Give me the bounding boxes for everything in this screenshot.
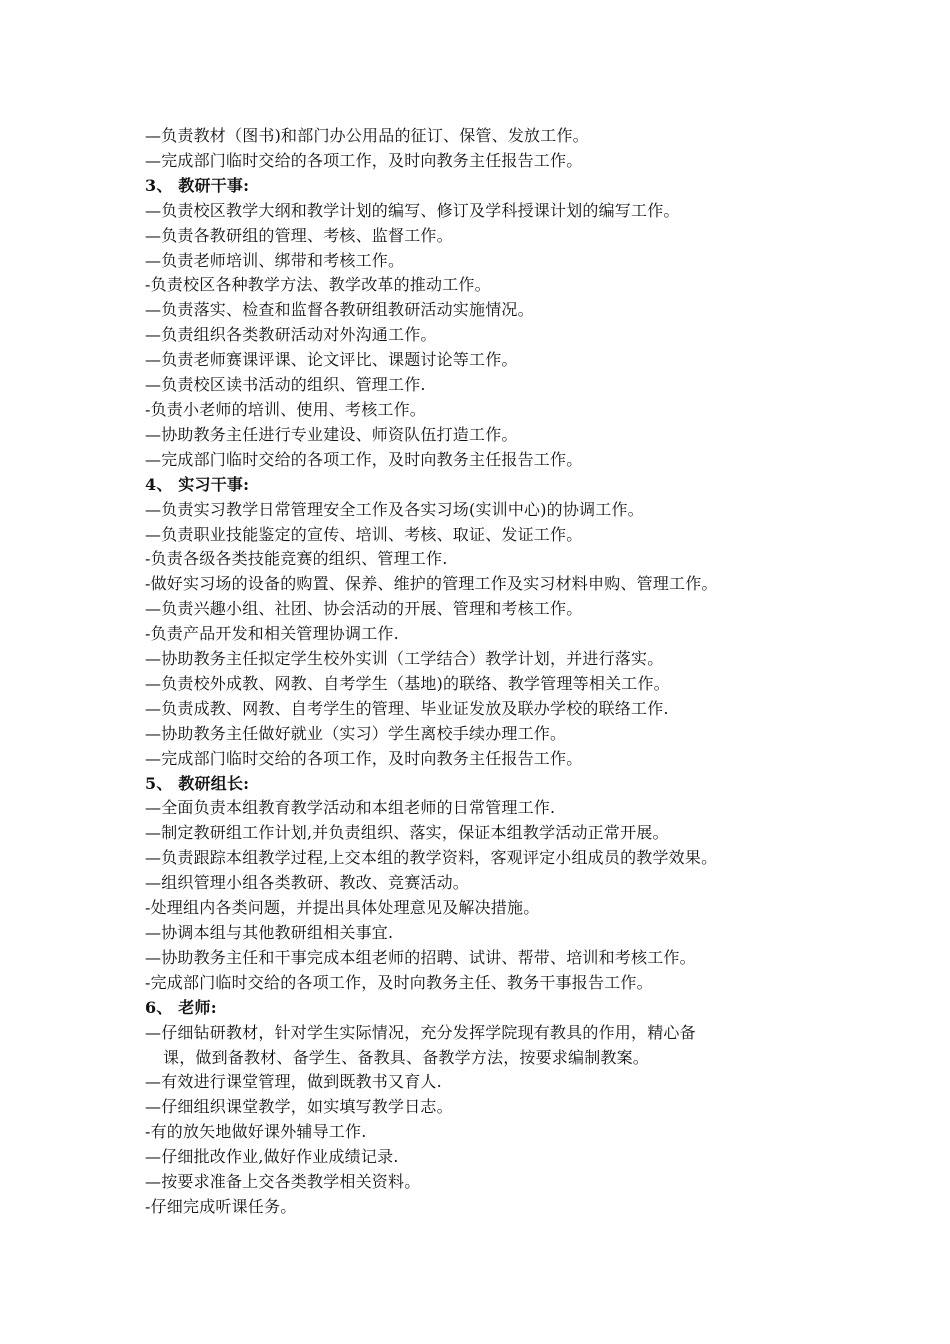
duty-item: -负责各级各类技能竞赛的组织、管理工作. [145,549,448,569]
duty-item: —仔细钻研教材，针对学生实际情况，充分发挥学院现有教具的作用，精心备 [145,1022,696,1042]
duty-item: —负责组织各类教研活动对外沟通工作。 [145,325,437,345]
duty-item: —负责成教、网教、自考学生的管理、毕业证发放及联办学校的联络工作. [145,698,669,718]
duty-item: -负责校区各种教学方法、教学改革的推动工作。 [145,275,491,295]
duty-item: —负责各教研组的管理、考核、监督工作。 [145,225,453,245]
duty-item: —完成部门临时交给的各项工作，及时向教务主任报告工作。 [145,449,583,469]
duty-item: —负责落实、检查和监督各教研组教研活动实施情况。 [145,300,534,320]
duty-item: 课，做到备教材、备学生、备教具、备教学方法，按要求编制教案。 [163,1047,650,1067]
section-heading: 6、 老师: [145,997,217,1017]
duty-item: —组织管理小组各类教研、教改、竞赛活动。 [145,873,470,893]
duty-item: -做好实习场的设备的购置、保养、维护的管理工作及实习材料申购、管理工作。 [145,574,718,594]
duty-item: —按要求准备上交各类教学相关资料。 [145,1172,421,1192]
duty-item: -负责产品开发和相关管理协调工作. [145,624,399,644]
duty-item: —负责跟踪本组教学过程,上交本组的教学资料，客观评定小组成员的教学效果。 [145,848,718,868]
section-heading: 4、 实习干事: [145,474,250,494]
duty-item: —负责校区教学大纲和教学计划的编写、修订及学科授课计划的编写工作。 [145,200,680,220]
duty-item: —负责实习教学日常管理安全工作及各实习场(实训中心)的协调工作。 [145,499,644,519]
duty-item: —协助教务主任做好就业（实习）学生离校手续办理工作。 [145,723,567,743]
duty-item: —负责老师培训、绑带和考核工作。 [145,250,405,270]
duty-item: -有的放矢地做好课外辅导工作. [145,1122,367,1142]
section-heading: 3、 教研干事: [145,175,250,195]
duty-item: —全面负责本组教育教学活动和本组老师的日常管理工作. [145,798,556,818]
duty-item: —协调本组与其他教研组相关事宜. [145,923,394,942]
duty-item: —完成部门临时交给的各项工作，及时向教务主任报告工作。 [145,150,583,170]
duty-item: -负责小老师的培训、使用、考核工作。 [145,399,427,419]
duty-item: —协助教务主任和干事完成本组老师的招聘、试讲、帮带、培训和考核工作。 [145,947,696,967]
duty-item: —负责职业技能鉴定的宣传、培训、考核、取证、发证工作。 [145,524,583,544]
duty-item: —协助教务主任拟定学生校外实训（工学结合）教学计划，并进行落实。 [145,649,664,669]
duty-item: —负责老师赛课评课、论文评比、课题讨论等工作。 [145,350,518,370]
duty-item: —负责兴趣小组、社团、协会活动的开展、管理和考核工作。 [145,599,583,619]
duty-item: —负责校外成教、网教、自考学生（基地)的联络、教学管理等相关工作。 [145,673,670,693]
duty-item: —仔细批改作业,做好作业成绩记录. [145,1147,399,1167]
duty-item: —有效进行课堂管理，做到既教书又育人. [145,1072,442,1092]
duty-item: —协助教务主任进行专业建设、师资队伍打造工作。 [145,424,518,444]
duty-item: —负责校区读书活动的组织、管理工作. [145,375,426,395]
duty-item: —完成部门临时交给的各项工作，及时向教务主任报告工作。 [145,748,583,768]
duty-item: -仔细完成听课任务。 [145,1196,297,1216]
duty-item: —负责教材（图书)和部门办公用品的征订、保管、发放工作。 [145,126,589,145]
duty-item: —制定教研组工作计划,并负责组织、落实，保证本组教学活动正常开展。 [145,823,669,843]
duty-item: —仔细组织课堂教学，如实填写教学日志。 [145,1097,453,1117]
section-heading: 5、 教研组长: [145,773,250,793]
duty-item: -完成部门临时交给的各项工作，及时向教务主任、教务干事报告工作。 [145,972,653,992]
duty-item: -处理组内各类问题，并提出具体处理意见及解决措施。 [145,898,540,918]
document-page [145,124,825,1220]
